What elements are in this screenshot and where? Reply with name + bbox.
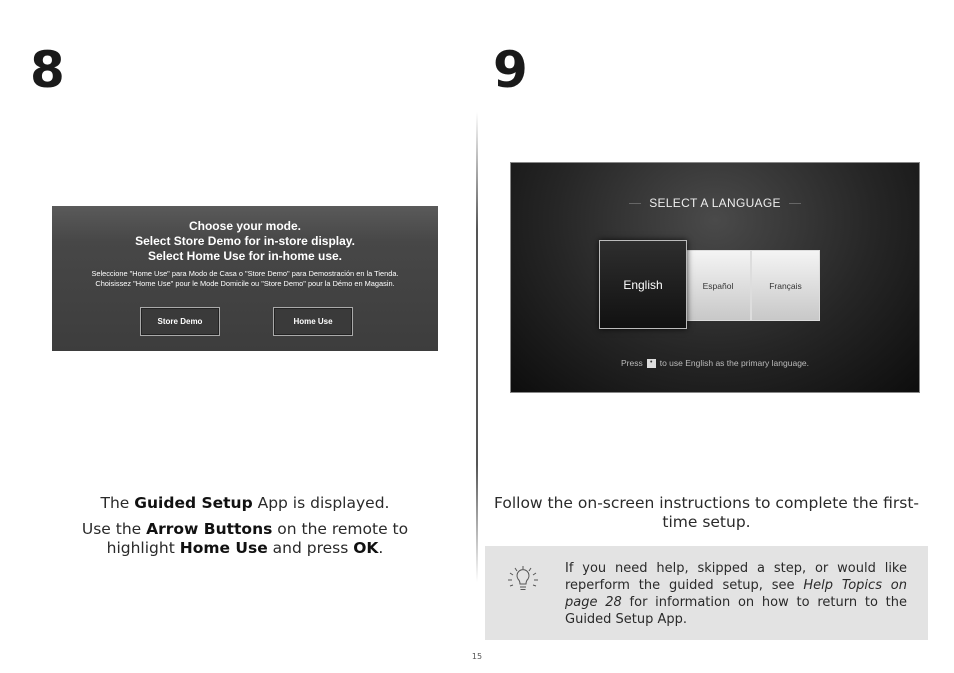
caption-text: .: [378, 539, 384, 557]
caption-text: Use the: [81, 520, 147, 538]
press-text: Press: [620, 358, 643, 368]
tip-help-topics-link[interactable]: Help Topics on page 28: [565, 578, 908, 610]
caption-bold-home-use: Home Use: [179, 539, 268, 557]
column-divider: [476, 112, 478, 582]
caption-bold-guided-setup: Guided Setup: [134, 494, 253, 512]
mode-dialog-spanish: Seleccione "Home Use" para Modo de Casa o "Store Demo" para Demostración en la Tienda.: [91, 269, 399, 278]
mode-dialog-line2: Select Home Use for in-home use.: [147, 249, 343, 263]
step-number-9: 9: [493, 41, 528, 99]
mode-dialog-line1: Select Store Demo for in-store display.: [135, 234, 355, 248]
caption-text: App is displayed.: [252, 494, 390, 512]
home-use-button[interactable]: Home Use: [273, 307, 353, 336]
language-title-row: [511, 196, 919, 210]
title-dash-right: [789, 203, 801, 204]
language-option-english[interactable]: English: [599, 240, 687, 329]
mode-dialog-french: Choisissez "Home Use" pour le Mode Domicile ou "Store Demo" pour la Démo en Magasin.: [95, 279, 395, 288]
language-select-screenshot: [510, 162, 920, 393]
page-number: 15: [471, 652, 483, 661]
press-suffix: to use English as the primary language.: [659, 358, 810, 368]
caption-bold-ok: OK: [353, 539, 379, 557]
store-demo-button[interactable]: Store Demo: [140, 307, 220, 336]
mode-dialog-title: Choose your mode.: [188, 219, 301, 233]
tip-box: [485, 546, 928, 640]
language-option-espanol[interactable]: Español: [685, 250, 751, 321]
caption-text: The: [100, 494, 135, 512]
tip-text-part: for information on how to return to the Guided Setup App.: [565, 595, 907, 627]
caption-text: and press: [267, 539, 354, 557]
language-title: SELECT A LANGUAGE: [649, 196, 781, 210]
lightbulb-icon: [507, 564, 539, 602]
caption-text: on the remote to highlight: [106, 520, 409, 557]
caption-arrow-buttons: [52, 520, 438, 558]
title-dash-left: [629, 203, 641, 204]
caption-bold-arrow-buttons: Arrow Buttons: [146, 520, 273, 538]
tip-text: [565, 560, 907, 628]
caption-guided-setup: [52, 494, 438, 513]
tip-text-part: If you need help, skipped a step, or would like reperform the guided setup, see: [565, 561, 907, 593]
caption-follow-instructions: Follow the on-screen instructions to complete the first-time setup.: [493, 494, 920, 531]
language-press-hint: [511, 358, 919, 368]
mode-select-screenshot: [52, 206, 438, 351]
ok-key-icon: •: [647, 359, 656, 368]
step-number-8: 8: [30, 41, 65, 99]
language-option-francais[interactable]: Français: [751, 250, 820, 321]
